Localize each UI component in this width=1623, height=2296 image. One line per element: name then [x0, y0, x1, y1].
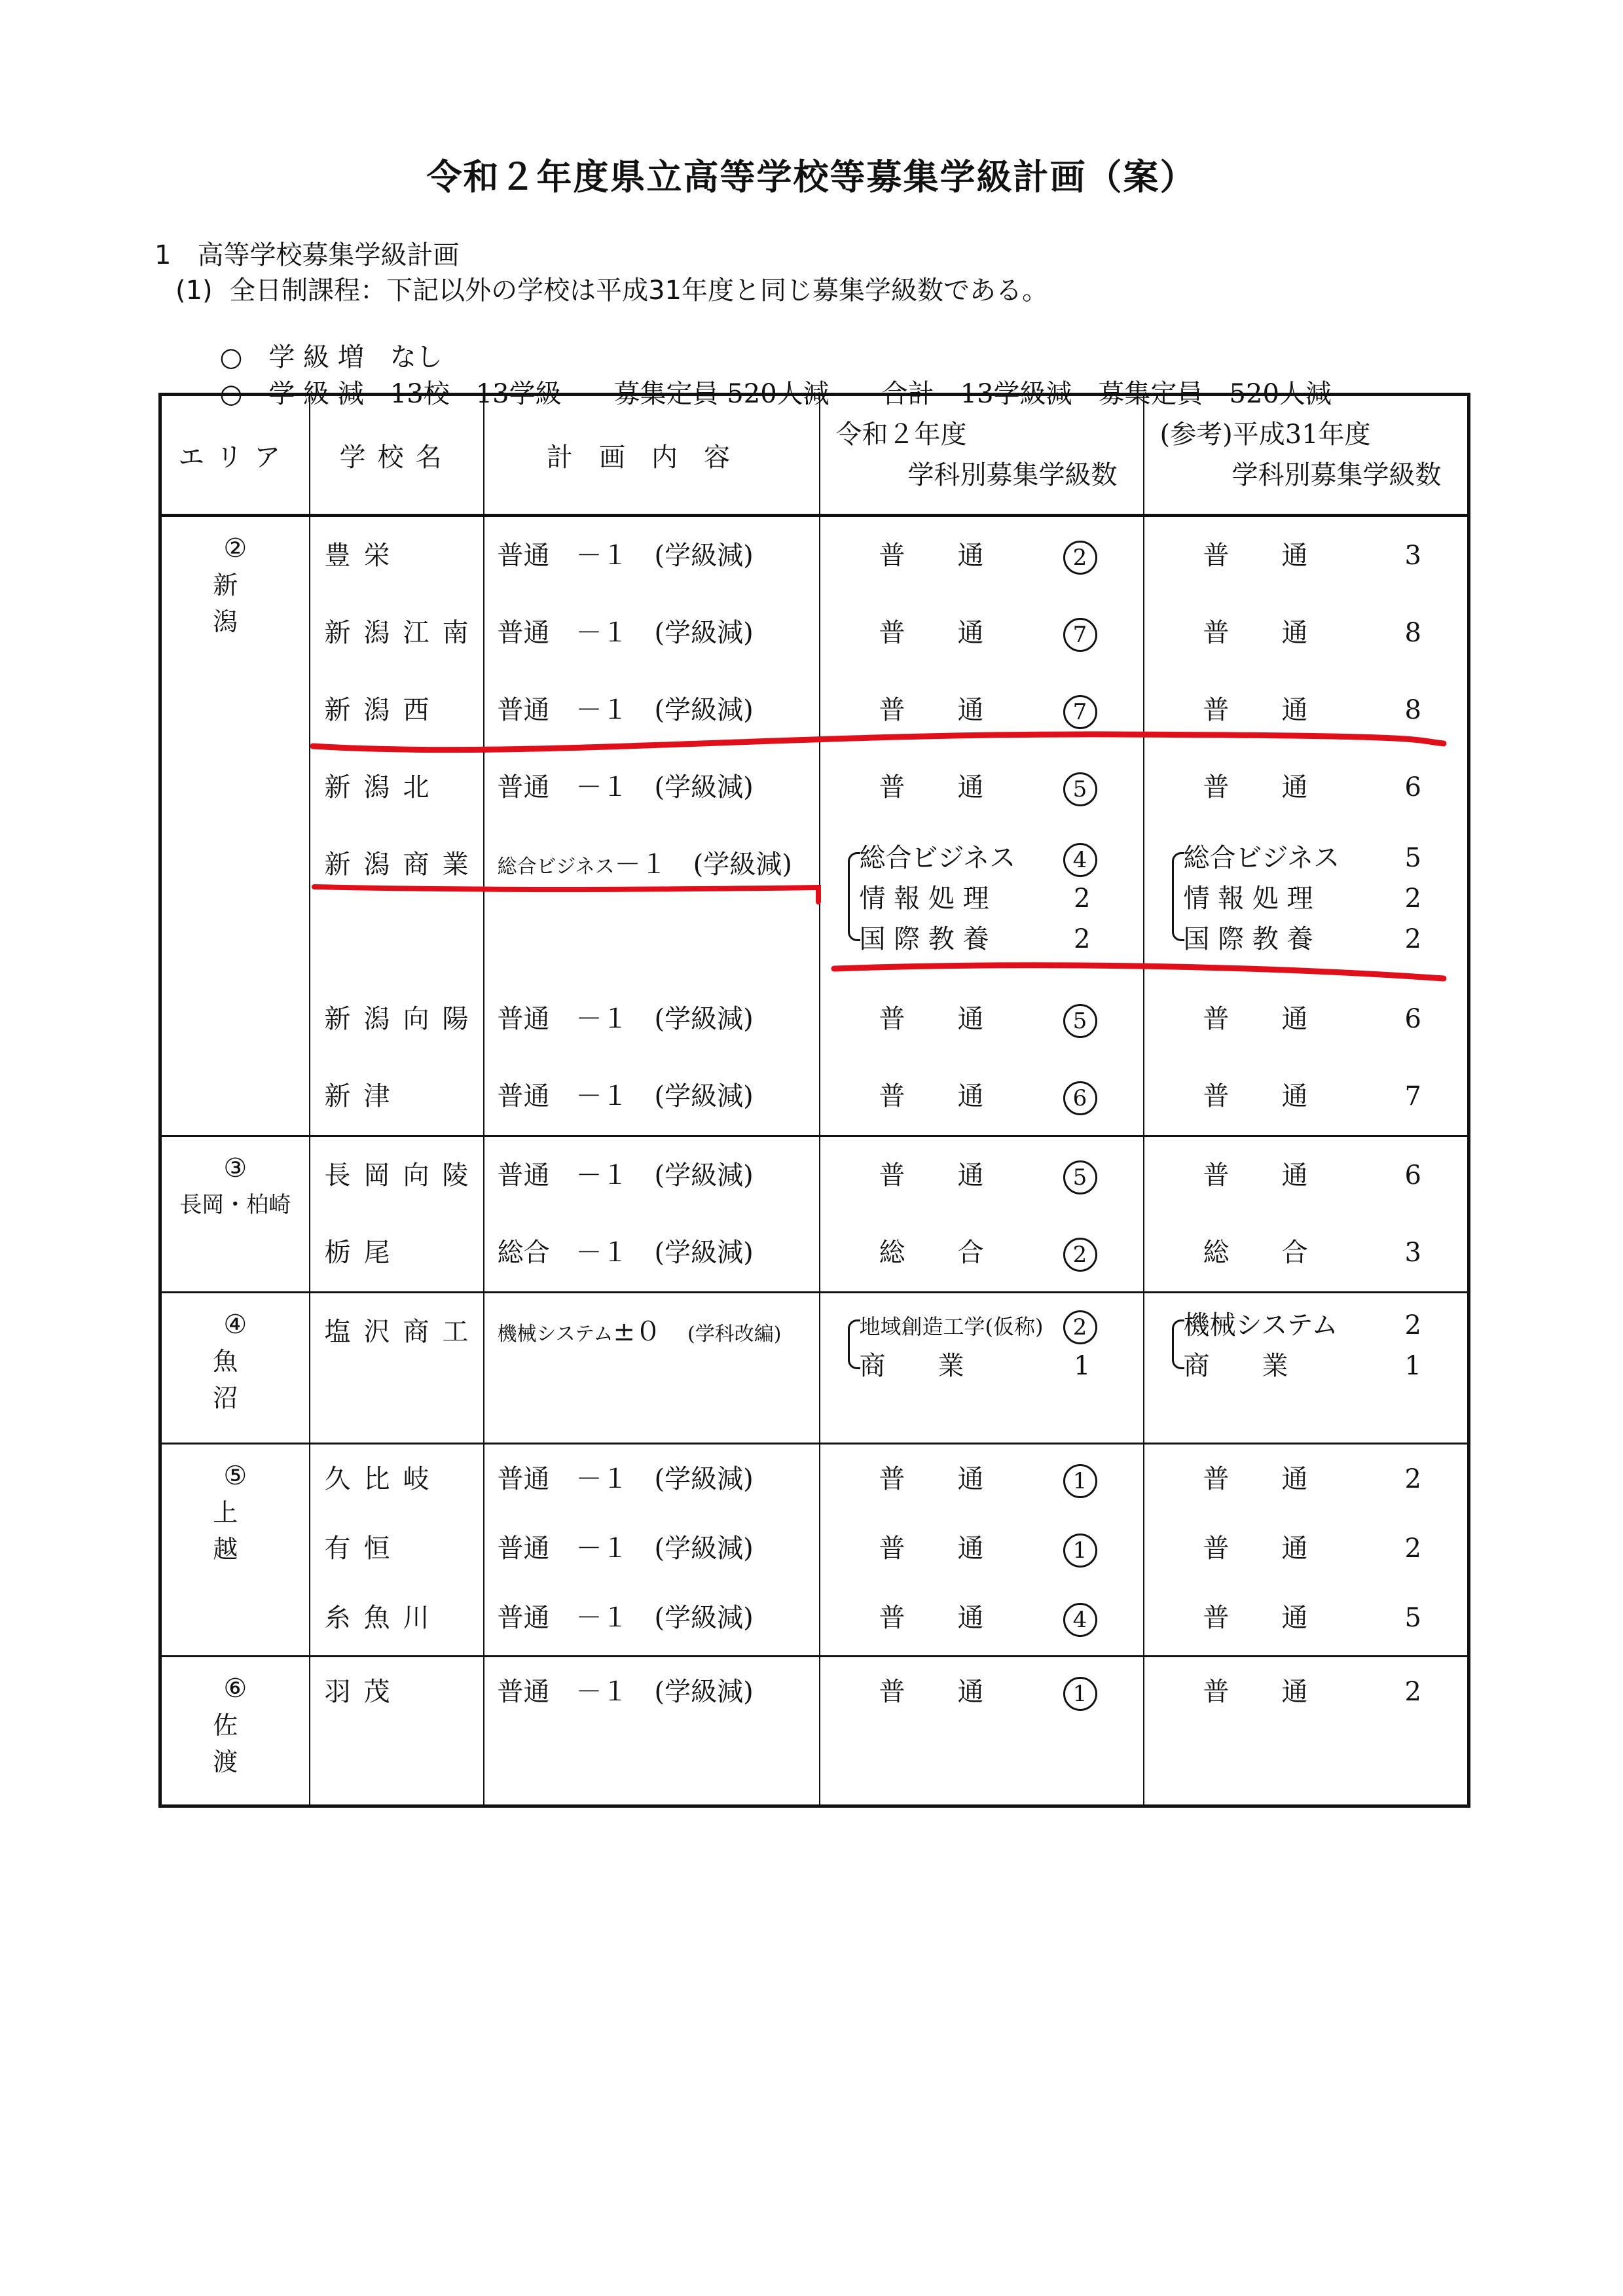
circled-number: 7	[1063, 618, 1097, 652]
h31-entry	[1144, 1058, 1468, 1135]
area-number: ④	[223, 1310, 247, 1340]
plan-column	[484, 1444, 820, 1657]
dept-name: 総 合	[1203, 1238, 1308, 1268]
plan-column	[484, 1657, 820, 1806]
dept-name: 普 通	[879, 1464, 984, 1494]
decrease-classes: 13学級	[475, 379, 562, 409]
class-count: 2	[1404, 1534, 1421, 1564]
plan-change: －１	[575, 1238, 629, 1268]
dept-name: 国 際 教 養	[859, 924, 989, 954]
dept-name: 総合ビジネス	[859, 843, 1016, 873]
header-plan: 計画内容	[484, 395, 820, 516]
plan-dept: 普通	[497, 1677, 550, 1707]
area-cell	[160, 1136, 310, 1293]
area-cell	[160, 1293, 310, 1444]
dept-name: 情 報 処 理	[859, 884, 989, 914]
dept-name: 普 通	[879, 772, 984, 802]
class-count: 5	[1404, 843, 1421, 873]
plan-note: (学科改編)	[687, 1323, 782, 1346]
plan-dept: 普通	[497, 1081, 550, 1111]
plan-content	[484, 1214, 819, 1291]
plan-change: －１	[575, 1603, 629, 1633]
class-count: 2	[1404, 1464, 1421, 1494]
dept-name: 普 通	[879, 1004, 984, 1034]
h31-entry	[1144, 980, 1468, 1058]
h31-entry	[1144, 594, 1468, 672]
school-name: 新潟西	[324, 695, 443, 725]
circled-number: 2	[1063, 1238, 1097, 1272]
r2-entry	[820, 1444, 1143, 1514]
plan-dept: 普通	[497, 695, 550, 725]
school-name: 栃尾	[324, 1238, 403, 1268]
h31-column	[1144, 1136, 1469, 1293]
school-name: 新潟向陽	[324, 1004, 482, 1034]
plan-change: －１	[575, 618, 629, 648]
area-name: 佐渡	[213, 1711, 297, 1776]
class-count: 2	[1404, 1310, 1421, 1340]
area-name: 上越	[213, 1498, 297, 1564]
dept-name: 普 通	[1203, 1004, 1308, 1034]
dept-name: 普 通	[879, 1534, 984, 1564]
header-h31	[1144, 395, 1469, 516]
class-count: 2	[1404, 924, 1421, 954]
r2-entry	[820, 749, 1143, 826]
header-area: エリア	[160, 395, 310, 516]
circled-number: 4	[1063, 843, 1097, 877]
plan-content	[484, 980, 819, 1058]
decrease-capacity: 募集定員 520人減	[613, 379, 830, 409]
plan-dept: 機械システム	[497, 1323, 613, 1346]
dept-name: 普 通	[1203, 1534, 1308, 1564]
school-name: 新潟商業	[324, 850, 482, 880]
r2-column	[820, 1293, 1144, 1444]
h31-column	[1144, 1444, 1469, 1657]
header-r2	[820, 395, 1144, 516]
r2-column	[820, 1136, 1144, 1293]
dept-name: 普 通	[1203, 1160, 1308, 1191]
r2-multi-entry	[820, 826, 1143, 980]
circled-number: 2	[1063, 1310, 1097, 1344]
dept-name: 普 通	[879, 1160, 984, 1191]
r2-entry	[820, 1583, 1143, 1655]
plan-content	[484, 517, 819, 594]
school-name: 豊栄	[324, 541, 403, 571]
plan-change: －１	[575, 772, 629, 802]
h31-entry	[1144, 1583, 1468, 1655]
plan-content	[484, 1514, 819, 1583]
circled-number: 4	[1063, 1603, 1097, 1637]
plan-change: ±０	[613, 1317, 662, 1347]
h31-entry	[1144, 1444, 1468, 1514]
class-count: 6	[1404, 1004, 1421, 1034]
school-name: 新津	[324, 1081, 403, 1111]
dept-name: 総合ビジネス	[1183, 843, 1340, 873]
plan-dept: 総合ビジネス	[497, 855, 615, 878]
plan-dept: 普通	[497, 541, 550, 571]
class-count: 7	[1404, 1081, 1421, 1111]
h31-column	[1144, 516, 1469, 1136]
class-count: 8	[1404, 618, 1421, 648]
plan-content	[484, 1444, 819, 1514]
plan-content	[484, 1137, 819, 1214]
circled-number: 2	[1063, 541, 1097, 575]
area-row-nagaoka	[160, 1136, 1469, 1293]
r2-entry	[820, 517, 1143, 594]
r2-entry	[820, 672, 1143, 749]
area-number: ⑥	[223, 1674, 247, 1704]
dept-name: 普 通	[1203, 1464, 1308, 1494]
dept-name: 普 通	[1203, 541, 1308, 571]
decrease-total: 合計 13学級減 募集定員 520人減	[881, 379, 1332, 409]
circled-number: 5	[1063, 1160, 1097, 1194]
r2-column	[820, 1657, 1144, 1806]
circled-number: 5	[1063, 772, 1097, 806]
class-count: 2	[1074, 884, 1091, 914]
r2-column	[820, 516, 1144, 1136]
plan-dept: 普通	[497, 618, 550, 648]
subsection-heading: (1) 全日制課程：下記以外の学校は平成31年度と同じ募集学級数である。	[175, 276, 1048, 306]
brace	[1172, 1319, 1184, 1369]
dept-name: 商 業	[859, 1351, 964, 1381]
school-column	[310, 516, 484, 1136]
area-name: 魚沼	[213, 1347, 297, 1412]
increase-label: ○ 学 級 増	[219, 342, 364, 372]
plan-note: (学級減)	[654, 1534, 754, 1564]
header-r2-line2: 学科別募集学級数	[907, 460, 1118, 490]
school-column	[310, 1657, 484, 1806]
increase-value: なし	[390, 342, 443, 372]
circled-number: 1	[1063, 1464, 1097, 1498]
plan-change: －１	[575, 1004, 629, 1034]
dept-name: 総 合	[879, 1238, 984, 1268]
plan-dept: 普通	[497, 1004, 550, 1034]
circled-number: 5	[1063, 1004, 1097, 1038]
plan-note: (学級減)	[654, 1004, 754, 1034]
header-school: 学校名	[310, 395, 484, 516]
area-row-joetsu	[160, 1444, 1469, 1657]
school-column	[310, 1444, 484, 1657]
dept-name: 普 通	[1203, 1677, 1308, 1707]
brace	[848, 852, 860, 941]
class-count: 1	[1404, 1351, 1421, 1381]
school-name: 長岡向陵	[324, 1160, 482, 1191]
h31-multi-entry	[1144, 1293, 1468, 1410]
plan-dept: 普通	[497, 1534, 550, 1564]
brace	[848, 1319, 860, 1369]
document-title: 令和２年度県立高等学校等募集学級計画（案）	[426, 156, 1197, 198]
class-count: 3	[1404, 1238, 1421, 1268]
dept-name: 国 際 教 養	[1183, 924, 1313, 954]
area-cell	[160, 1657, 310, 1806]
dept-name: 普 通	[879, 1603, 984, 1633]
h31-entry	[1144, 749, 1468, 826]
plan-note: (学級減)	[654, 772, 754, 802]
dept-name: 普 通	[879, 1677, 984, 1707]
brace	[1172, 852, 1184, 941]
class-count: 1	[1074, 1351, 1091, 1381]
plan-dept: 総合	[497, 1238, 550, 1268]
plan-content	[484, 1583, 819, 1655]
school-name: 新潟江南	[324, 618, 482, 648]
dept-name: 普 通	[879, 541, 984, 571]
plan-content	[484, 594, 819, 672]
plan-change: －１	[614, 850, 667, 880]
dept-name: 普 通	[1203, 1081, 1308, 1111]
area-cell	[160, 1444, 310, 1657]
class-count: 6	[1404, 772, 1421, 802]
r2-entry	[820, 1514, 1143, 1583]
h31-entry	[1144, 517, 1468, 594]
plan-note: (学級減)	[693, 850, 792, 880]
class-count: 2	[1404, 1677, 1421, 1707]
area-name: 長岡・柏崎	[179, 1192, 291, 1218]
plan-change: －１	[575, 695, 629, 725]
plan-note: (学級減)	[654, 1603, 754, 1633]
plan-note: (学級減)	[654, 1677, 754, 1707]
plan-content	[484, 749, 819, 826]
plan-content	[484, 1293, 819, 1371]
dept-name: 情 報 処 理	[1183, 884, 1313, 914]
plan-note: (学級減)	[654, 618, 754, 648]
plan-note: (学級減)	[654, 1160, 754, 1191]
area-cell	[160, 516, 310, 1136]
h31-entry	[1144, 672, 1468, 749]
dept-name: 地域創造工学(仮称)	[859, 1314, 1044, 1339]
class-count: 2	[1404, 884, 1421, 914]
h31-column	[1144, 1293, 1469, 1444]
school-name: 羽茂	[324, 1677, 403, 1707]
area-row-uonuma	[160, 1293, 1469, 1444]
r2-entry	[820, 594, 1143, 672]
header-h31-line2: 学科別募集学級数	[1231, 460, 1442, 490]
r2-entry	[820, 1214, 1143, 1291]
area-row-niigata	[160, 516, 1469, 1136]
plan-change: －１	[575, 1677, 629, 1707]
school-column	[310, 1136, 484, 1293]
circled-number: 6	[1063, 1081, 1097, 1115]
school-name: 糸魚川	[324, 1603, 443, 1633]
dept-name: 普 通	[1203, 695, 1308, 725]
plan-content	[484, 1657, 819, 1727]
plan-change: －１	[575, 1081, 629, 1111]
class-count: 6	[1404, 1160, 1421, 1191]
r2-entry	[820, 1058, 1143, 1135]
area-number: ③	[223, 1153, 247, 1183]
r2-entry	[820, 1137, 1143, 1214]
recruitment-plan-table	[158, 393, 1470, 1808]
plan-change: －１	[575, 1464, 629, 1494]
class-count: 5	[1404, 1603, 1421, 1633]
h31-entry	[1144, 1137, 1468, 1214]
h31-multi-entry	[1144, 826, 1468, 980]
dept-name: 普 通	[879, 1081, 984, 1111]
h31-entry	[1144, 1514, 1468, 1583]
school-name: 塩沢商工	[324, 1317, 482, 1347]
area-number: ⑤	[223, 1461, 247, 1491]
dept-name: 普 通	[879, 618, 984, 648]
class-count: 2	[1074, 924, 1091, 954]
plan-note: (学級減)	[654, 1238, 754, 1268]
plan-column	[484, 1293, 820, 1444]
plan-content	[484, 672, 819, 749]
plan-dept: 普通	[497, 1464, 550, 1494]
dept-name: 普 通	[1203, 1603, 1308, 1633]
plan-content	[484, 1058, 819, 1135]
r2-column	[820, 1444, 1144, 1657]
plan-change: －１	[575, 1534, 629, 1564]
school-name: 久比岐	[324, 1464, 443, 1494]
table-header-row	[160, 395, 1469, 516]
school-name: 新潟北	[324, 772, 443, 802]
dept-name: 普 通	[1203, 618, 1308, 648]
class-count: 3	[1404, 541, 1421, 571]
area-row-sado	[160, 1657, 1469, 1806]
plan-change: －１	[575, 541, 629, 571]
plan-note: (学級減)	[654, 1464, 754, 1494]
dept-name: 普 通	[1203, 772, 1308, 802]
header-r2-line1: 令和２年度	[835, 420, 967, 450]
plan-dept: 普通	[497, 772, 550, 802]
plan-note: (学級減)	[654, 541, 754, 571]
section-heading: 1 高等学校募集学級計画	[155, 240, 460, 270]
r2-multi-entry	[820, 1293, 1143, 1410]
decrease-schools: 13校	[390, 379, 450, 409]
plan-column	[484, 1136, 820, 1293]
plan-column	[484, 516, 820, 1136]
circled-number: 1	[1063, 1534, 1097, 1568]
h31-column	[1144, 1657, 1469, 1806]
r2-entry	[820, 1657, 1143, 1727]
class-count: 8	[1404, 695, 1421, 725]
h31-entry	[1144, 1657, 1468, 1727]
h31-entry	[1144, 1214, 1468, 1291]
decrease-label: ○ 学 級 減	[219, 379, 364, 409]
plan-change: －１	[575, 1160, 629, 1191]
dept-name: 普 通	[879, 695, 984, 725]
circled-number: 1	[1063, 1677, 1097, 1711]
dept-name: 機械システム	[1183, 1310, 1338, 1340]
header-h31-line1: (参考)平成31年度	[1159, 420, 1371, 450]
plan-dept: 普通	[497, 1160, 550, 1191]
plan-note: (学級減)	[654, 695, 754, 725]
circled-number: 7	[1063, 695, 1097, 729]
plan-note: (学級減)	[654, 1081, 754, 1111]
dept-name: 商 業	[1183, 1351, 1288, 1381]
plan-content	[484, 826, 819, 980]
area-number: ②	[223, 533, 247, 564]
r2-entry	[820, 980, 1143, 1058]
school-column	[310, 1293, 484, 1444]
area-name: 新潟	[213, 571, 297, 636]
plan-dept: 普通	[497, 1603, 550, 1633]
school-name: 有恒	[324, 1534, 403, 1564]
